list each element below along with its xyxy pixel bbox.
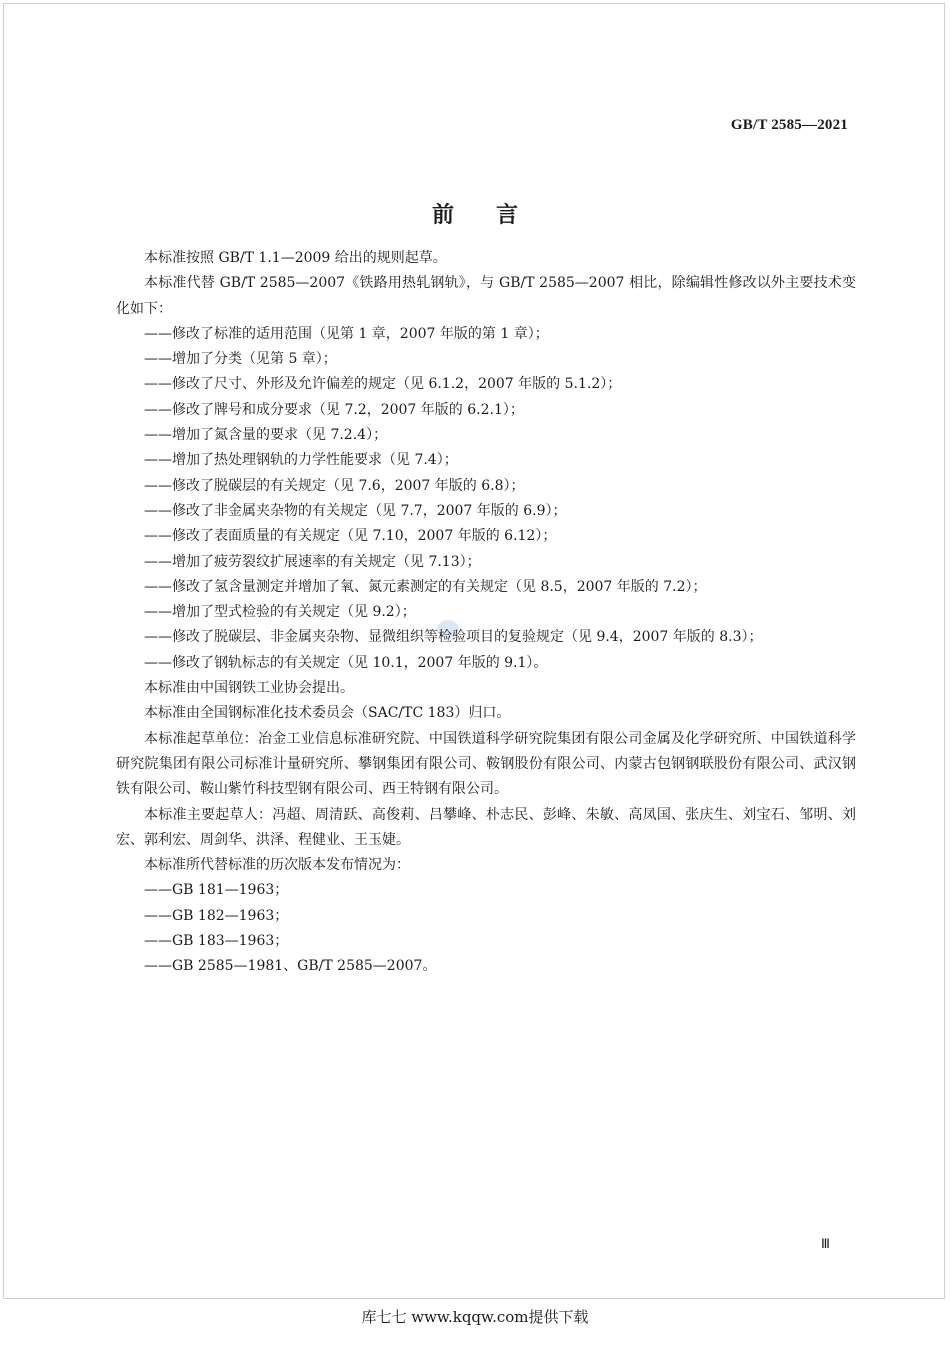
change-item: ——增加了热处理钢轨的力学性能要求（见 7.4）； — [144, 452, 458, 469]
foreword-body — [116, 246, 856, 980]
change-item: ——增加了分类（见第 5 章）； — [144, 351, 337, 368]
change-item: ——修改了脱碳层、非金属夹杂物、显微组织等检验项目的复验规定（见 9.4，2007 年版的 8.3）； — [144, 629, 763, 646]
change-item: ——修改了尺寸、外形及允许偏差的规定（见 6.1.2，2007 年版的 5.1.2）； — [144, 376, 622, 393]
standard-code: GB/T 2585—2021 — [730, 117, 848, 133]
paragraph-drafters: 本标准主要起草人：冯超、周清跃、高俊莉、吕攀峰、朴志民、彭峰、朱敏、高凤国、张庆生、刘宝石、邹明、刘宏、郭利宏、周剑华、洪泽、程健业、王玉婕。 — [116, 806, 856, 848]
paragraph-drafting-rules: 本标准按照 GB/T 1.1—2009 给出的规则起草。 — [144, 250, 447, 266]
change-item: ——修改了标准的适用范围（见第 1 章，2007 年版的第 1 章）； — [144, 325, 549, 342]
paragraph-replacement: 本标准代替 GB/T 2585—2007《铁路用热轧钢轨》，与 GB/T 2585—2007 相比，除编辑性修改以外主要技术变化如下： — [116, 275, 856, 317]
change-item: ——修改了氢含量测定并增加了氧、氮元素测定的有关规定（见 8.5，2007 年版的 7.2）； — [144, 578, 707, 595]
change-item: ——增加了疲劳裂纹扩展速率的有关规定（见 7.13）； — [144, 553, 481, 570]
change-item: ——修改了脱碳层的有关规定（见 7.6，2007 年版的 6.8）； — [144, 477, 525, 494]
change-item: ——增加了型式检验的有关规定（见 9.2）； — [144, 604, 416, 621]
history-item: ——GB 181—1963； — [144, 882, 289, 899]
paragraph-history-intro: 本标准所代替标准的历次版本发布情况为： — [144, 857, 410, 874]
change-item: ——修改了牌号和成分要求（见 7.2，2007 年版的 6.2.1）； — [144, 401, 524, 418]
change-item: ——修改了表面质量的有关规定（见 7.10，2007 年版的 6.12）； — [144, 528, 557, 545]
paragraph-drafting-units: 本标准起草单位：冶金工业信息标准研究院、中国铁道科学研究院集团有限公司金属及化学研究所、中国铁道科学研究院集团有限公司标准计量研究所、攀钢集团有限公司、鞍钢股份有限公司、内蒙古包钢钢联股份有限公司、武汉钢铁有限公司、鞍山紫竹科技型钢有限公司、西王特钢有限公司。 — [116, 730, 856, 798]
paragraph-proposed-by: 本标准由中国钢铁工业协会提出。 — [144, 680, 354, 697]
download-footer: 库七七 www.kqqw.com提供下载 — [361, 1308, 589, 1326]
page-number: Ⅲ — [821, 1236, 830, 1251]
history-item: ——GB 183—1963； — [144, 933, 289, 950]
change-item: ——修改了非金属夹杂物的有关规定（见 7.7，2007 年版的 6.9）； — [144, 502, 567, 519]
change-item: ——修改了钢轨标志的有关规定（见 10.1，2007 年版的 9.1）。 — [144, 654, 548, 671]
paragraph-under: 本标准由全国钢标准化技术委员会（SAC/TC 183）归口。 — [144, 705, 511, 722]
change-item: ——增加了氮含量的要求（见 7.2.4）； — [144, 427, 388, 444]
history-item: ——GB 182—1963； — [144, 907, 289, 924]
history-item: ——GB 2585—1981、GB/T 2585—2007。 — [144, 958, 437, 975]
page-title: 前言 — [431, 203, 560, 228]
